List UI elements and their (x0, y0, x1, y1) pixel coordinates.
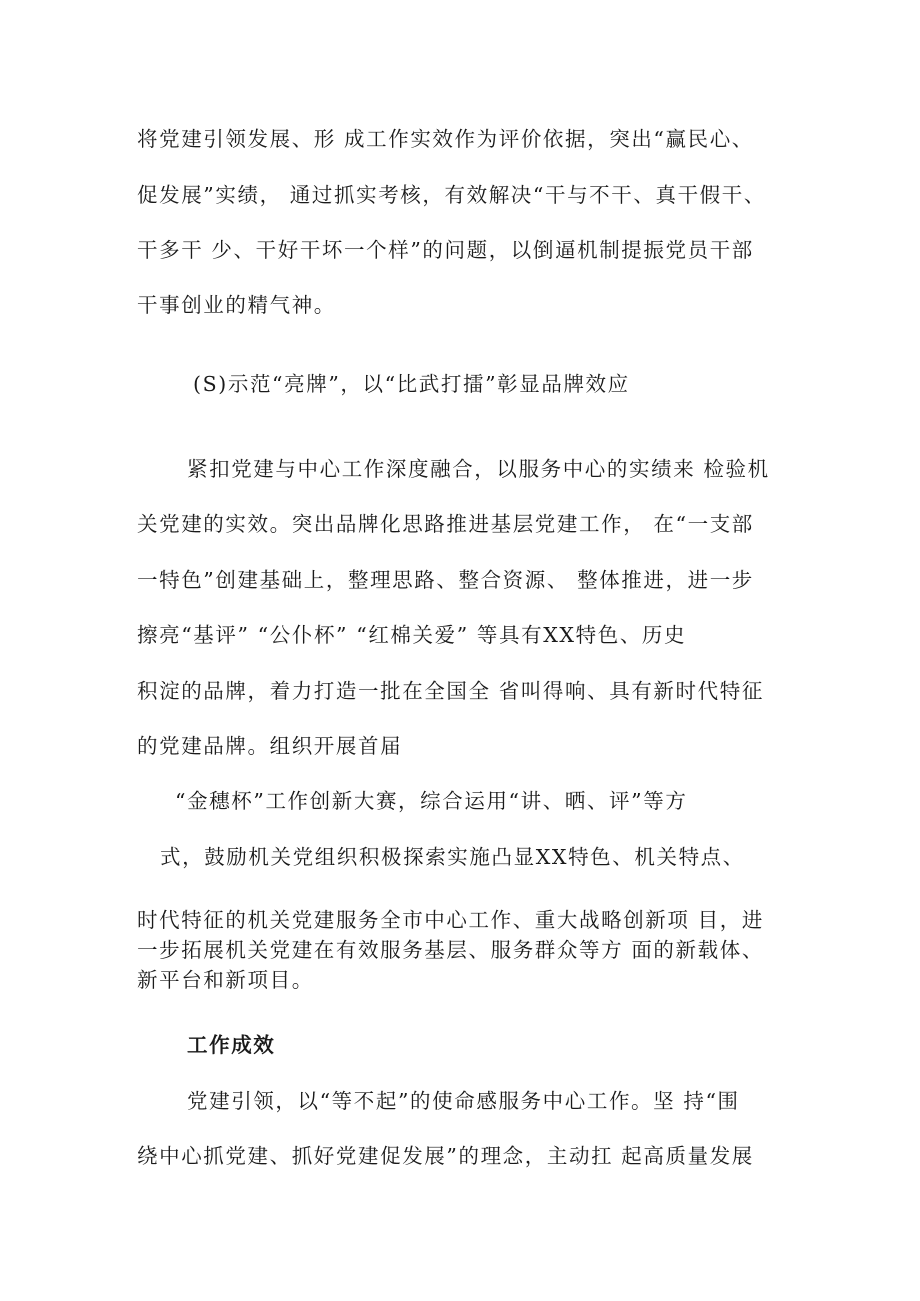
text-line: 擦亮“基评” “公仆杯” “红棉关爱” 等具有XX特色、历史 (137, 623, 687, 647)
section-heading: (S)示范“亮牌”，以“比武打擂”彰显品牌效应 (193, 372, 630, 396)
text-line: 干多干 少、干好干坏一个样”的问题，以倒逼机制提振党员干部 (137, 238, 754, 262)
text-line: 新平台和新项目。 (137, 968, 314, 992)
text-line: 一步拓展机关党建在有效服务基层、服务群众等方 面的新载体、 (137, 938, 764, 962)
text-line: 积淀的品牌，着力打造一批在全国全 省叫得响、具有新时代特征 (137, 679, 764, 703)
text-line: 紧扣党建与中心工作深度融合，以服务中心的实绩来 检验机 (187, 457, 770, 481)
text-line: 式，鼓励机关党组织积极探索实施凸显XX特色、机关特点、 (160, 845, 745, 869)
text-line: 将党建引领发展、形 成工作实效作为评价依据，突出“赢民心、 (137, 127, 754, 151)
text-line: “金穗杯”工作创新大赛，综合运用“讲、晒、评”等方 (175, 789, 688, 813)
text-line: 干事创业的精气神。 (137, 293, 336, 317)
text-line: 时代特征的机关党建服务全市中心工作、重大战略创新项 目，进 (137, 908, 764, 932)
text-line: 关党建的实效。突出品牌化思路推进基层党建工作， 在“一支部 (137, 512, 754, 536)
text-line: 促发展”实绩， 通过抓实考核，有效解决“干与不干、真干假干、 (137, 183, 766, 207)
results-heading: 工作成效 (187, 1033, 276, 1057)
text-line: 一特色”创建基础上，整理思路、整合资源、 整体推进，进一步 (137, 568, 754, 592)
text-line: 绕中心抓党建、抓好党建促发展”的理念，主动扛 起高质量发展 (137, 1144, 754, 1168)
text-line: 党建引领，以“等不起”的使命感服务中心工作。坚 持“围 (187, 1089, 740, 1113)
text-line: 的党建品牌。组织开展首届 (137, 734, 403, 758)
